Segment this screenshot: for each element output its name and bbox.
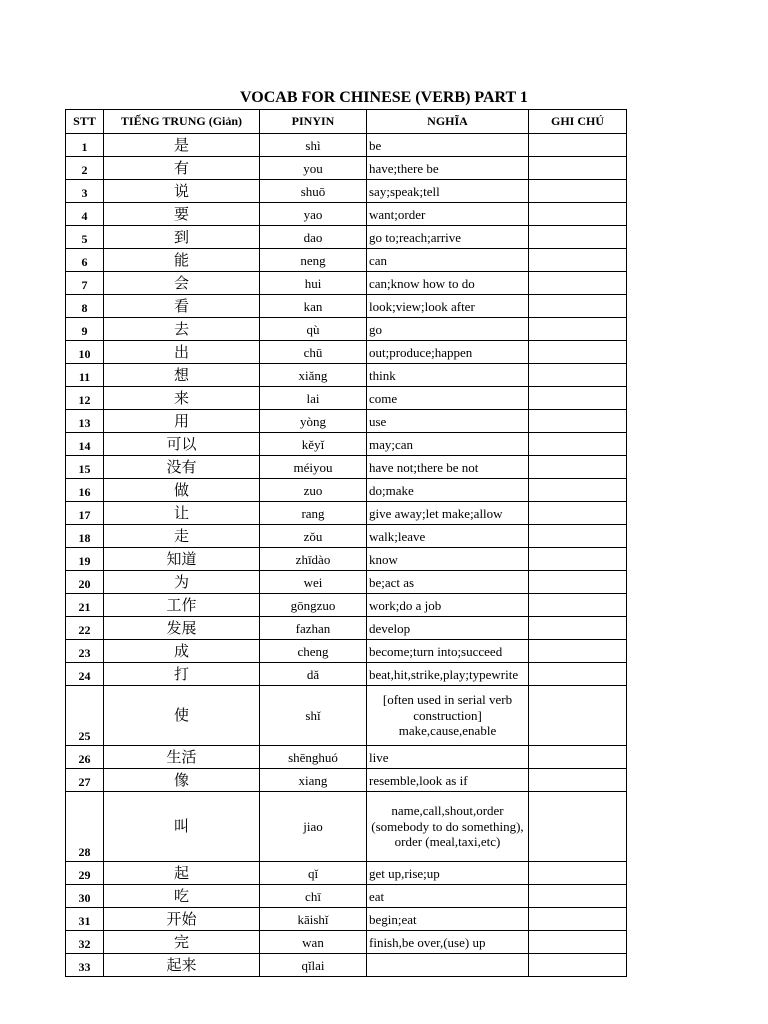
pinyin-cell: qù: [260, 318, 367, 341]
vocab-table: [65, 109, 627, 977]
pinyin-cell: gōngzuo: [260, 594, 367, 617]
chinese-word-cell: 成: [104, 640, 260, 663]
meaning-cell: give away;let make;allow: [367, 502, 529, 525]
row-number-cell: 18: [66, 525, 104, 548]
chinese-word-cell: 有: [104, 157, 260, 180]
meaning-cell: out;produce;happen: [367, 341, 529, 364]
chinese-word-cell: 去: [104, 318, 260, 341]
meaning-cell: think: [367, 364, 529, 387]
meaning-cell: have not;there be not: [367, 456, 529, 479]
note-cell: [529, 792, 627, 862]
chinese-word-cell: 为: [104, 571, 260, 594]
meaning-cell: walk;leave: [367, 525, 529, 548]
row-number-cell: 9: [66, 318, 104, 341]
pinyin-cell: xiang: [260, 769, 367, 792]
note-cell: [529, 571, 627, 594]
meaning-cell: begin;eat: [367, 908, 529, 931]
chinese-word-cell: 能: [104, 249, 260, 272]
chinese-word-cell: 生活: [104, 746, 260, 769]
table-row: [66, 617, 627, 640]
chinese-word-cell: 是: [104, 134, 260, 157]
note-cell: [529, 180, 627, 203]
row-number-cell: 14: [66, 433, 104, 456]
pinyin-cell: shì: [260, 134, 367, 157]
table-row: [66, 885, 627, 908]
note-cell: [529, 410, 627, 433]
table-row: [66, 954, 627, 977]
chinese-word-cell: 想: [104, 364, 260, 387]
table-row: [66, 180, 627, 203]
row-number-cell: 19: [66, 548, 104, 571]
meaning-cell: say;speak;tell: [367, 180, 529, 203]
note-cell: [529, 885, 627, 908]
pinyin-cell: kan: [260, 295, 367, 318]
chinese-word-cell: 说: [104, 180, 260, 203]
note-cell: [529, 387, 627, 410]
row-number-cell: 3: [66, 180, 104, 203]
table-body: [66, 134, 627, 977]
row-number-cell: 4: [66, 203, 104, 226]
chinese-word-cell: 来: [104, 387, 260, 410]
chinese-word-cell: 看: [104, 295, 260, 318]
table-row: [66, 203, 627, 226]
pinyin-cell: cheng: [260, 640, 367, 663]
pinyin-cell: wei: [260, 571, 367, 594]
table-row: [66, 249, 627, 272]
pinyin-cell: kěyǐ: [260, 433, 367, 456]
meaning-cell: [367, 954, 529, 977]
meaning-cell: be: [367, 134, 529, 157]
note-cell: [529, 663, 627, 686]
meaning-cell: look;view;look after: [367, 295, 529, 318]
chinese-word-cell: 吃: [104, 885, 260, 908]
row-number-cell: 33: [66, 954, 104, 977]
row-number-cell: 17: [66, 502, 104, 525]
chinese-word-cell: 让: [104, 502, 260, 525]
chinese-word-cell: 走: [104, 525, 260, 548]
note-cell: [529, 746, 627, 769]
table-row: [66, 456, 627, 479]
chinese-word-cell: 没有: [104, 456, 260, 479]
chinese-word-cell: 做: [104, 479, 260, 502]
pinyin-cell: zuo: [260, 479, 367, 502]
meaning-cell: want;order: [367, 203, 529, 226]
meaning-cell: may;can: [367, 433, 529, 456]
note-cell: [529, 525, 627, 548]
row-number-cell: 22: [66, 617, 104, 640]
pinyin-cell: xiǎng: [260, 364, 367, 387]
row-number-cell: 20: [66, 571, 104, 594]
note-cell: [529, 456, 627, 479]
pinyin-cell: dǎ: [260, 663, 367, 686]
pinyin-cell: zhīdào: [260, 548, 367, 571]
header-pinyin: PINYIN: [260, 110, 367, 134]
row-number-cell: 16: [66, 479, 104, 502]
pinyin-cell: fazhan: [260, 617, 367, 640]
meaning-cell: resemble,look as if: [367, 769, 529, 792]
row-number-cell: 30: [66, 885, 104, 908]
pinyin-cell: dao: [260, 226, 367, 249]
table-row: [66, 792, 627, 862]
table-row: [66, 571, 627, 594]
chinese-word-cell: 发展: [104, 617, 260, 640]
table-row: [66, 525, 627, 548]
chinese-word-cell: 可以: [104, 433, 260, 456]
note-cell: [529, 226, 627, 249]
row-number-cell: 24: [66, 663, 104, 686]
table-row: [66, 364, 627, 387]
row-number-cell: 27: [66, 769, 104, 792]
table-row: [66, 433, 627, 456]
table-row: [66, 502, 627, 525]
table-row: [66, 295, 627, 318]
row-number-cell: 25: [66, 686, 104, 746]
note-cell: [529, 479, 627, 502]
row-number-cell: 11: [66, 364, 104, 387]
pinyin-cell: shuō: [260, 180, 367, 203]
meaning-cell: go: [367, 318, 529, 341]
note-cell: [529, 769, 627, 792]
row-number-cell: 15: [66, 456, 104, 479]
meaning-cell: have;there be: [367, 157, 529, 180]
note-cell: [529, 203, 627, 226]
chinese-word-cell: 像: [104, 769, 260, 792]
page-title: VOCAB FOR CHINESE (VERB) PART 1: [240, 89, 528, 106]
pinyin-cell: lai: [260, 387, 367, 410]
row-number-cell: 31: [66, 908, 104, 931]
meaning-cell: name,call,shout,order (somebody to do something), order (meal,taxi,etc): [367, 792, 529, 862]
row-number-cell: 26: [66, 746, 104, 769]
pinyin-cell: zǒu: [260, 525, 367, 548]
table-row: [66, 908, 627, 931]
meaning-cell: live: [367, 746, 529, 769]
row-number-cell: 12: [66, 387, 104, 410]
pinyin-cell: kāishǐ: [260, 908, 367, 931]
pinyin-cell: shēnghuó: [260, 746, 367, 769]
pinyin-cell: qǐ: [260, 862, 367, 885]
chinese-word-cell: 要: [104, 203, 260, 226]
chinese-word-cell: 工作: [104, 594, 260, 617]
table-row: [66, 387, 627, 410]
pinyin-cell: hui: [260, 272, 367, 295]
table-row: [66, 226, 627, 249]
chinese-word-cell: 会: [104, 272, 260, 295]
table-row: [66, 594, 627, 617]
note-cell: [529, 640, 627, 663]
chinese-word-cell: 叫: [104, 792, 260, 862]
note-cell: [529, 318, 627, 341]
chinese-word-cell: 完: [104, 931, 260, 954]
chinese-word-cell: 起来: [104, 954, 260, 977]
meaning-cell: finish,be over,(use) up: [367, 931, 529, 954]
note-cell: [529, 433, 627, 456]
chinese-word-cell: 知道: [104, 548, 260, 571]
pinyin-cell: chū: [260, 341, 367, 364]
header-chinese: TIẾNG TRUNG (Giản): [104, 110, 260, 134]
meaning-cell: eat: [367, 885, 529, 908]
note-cell: [529, 686, 627, 746]
row-number-cell: 13: [66, 410, 104, 433]
table-row: [66, 410, 627, 433]
note-cell: [529, 341, 627, 364]
note-cell: [529, 295, 627, 318]
note-cell: [529, 954, 627, 977]
note-cell: [529, 502, 627, 525]
meaning-cell: use: [367, 410, 529, 433]
row-number-cell: 10: [66, 341, 104, 364]
table-row: [66, 272, 627, 295]
row-number-cell: 7: [66, 272, 104, 295]
chinese-word-cell: 起: [104, 862, 260, 885]
table-row: [66, 318, 627, 341]
row-number-cell: 1: [66, 134, 104, 157]
meaning-cell: go to;reach;arrive: [367, 226, 529, 249]
note-cell: [529, 594, 627, 617]
note-cell: [529, 862, 627, 885]
meaning-cell: [often used in serial verb construction] make,cause,enable: [367, 686, 529, 746]
row-number-cell: 28: [66, 792, 104, 862]
pinyin-cell: méiyou: [260, 456, 367, 479]
meaning-cell: know: [367, 548, 529, 571]
meaning-cell: work;do a job: [367, 594, 529, 617]
meaning-cell: can: [367, 249, 529, 272]
pinyin-cell: jiao: [260, 792, 367, 862]
note-cell: [529, 364, 627, 387]
note-cell: [529, 249, 627, 272]
meaning-cell: come: [367, 387, 529, 410]
table-row: [66, 479, 627, 502]
pinyin-cell: wan: [260, 931, 367, 954]
header-meaning: NGHĨA: [367, 110, 529, 134]
note-cell: [529, 931, 627, 954]
meaning-cell: develop: [367, 617, 529, 640]
chinese-word-cell: 开始: [104, 908, 260, 931]
table-row: [66, 134, 627, 157]
table-row: [66, 862, 627, 885]
chinese-word-cell: 打: [104, 663, 260, 686]
note-cell: [529, 157, 627, 180]
table-row: [66, 157, 627, 180]
row-number-cell: 5: [66, 226, 104, 249]
note-cell: [529, 617, 627, 640]
pinyin-cell: rang: [260, 502, 367, 525]
pinyin-cell: neng: [260, 249, 367, 272]
row-number-cell: 2: [66, 157, 104, 180]
chinese-word-cell: 到: [104, 226, 260, 249]
note-cell: [529, 272, 627, 295]
row-number-cell: 8: [66, 295, 104, 318]
meaning-cell: become;turn into;succeed: [367, 640, 529, 663]
table-row: [66, 769, 627, 792]
note-cell: [529, 548, 627, 571]
row-number-cell: 21: [66, 594, 104, 617]
pinyin-cell: shǐ: [260, 686, 367, 746]
row-number-cell: 32: [66, 931, 104, 954]
meaning-cell: can;know how to do: [367, 272, 529, 295]
meaning-cell: do;make: [367, 479, 529, 502]
table-row: [66, 548, 627, 571]
table-row: [66, 746, 627, 769]
pinyin-cell: qǐlai: [260, 954, 367, 977]
table-row: [66, 663, 627, 686]
row-number-cell: 23: [66, 640, 104, 663]
header-notes: GHI CHÚ: [529, 110, 627, 134]
meaning-cell: beat,hit,strike,play;typewrite: [367, 663, 529, 686]
pinyin-cell: yao: [260, 203, 367, 226]
note-cell: [529, 908, 627, 931]
pinyin-cell: you: [260, 157, 367, 180]
header-stt: STT: [66, 110, 104, 134]
table-row: [66, 931, 627, 954]
pinyin-cell: yòng: [260, 410, 367, 433]
chinese-word-cell: 使: [104, 686, 260, 746]
meaning-cell: get up,rise;up: [367, 862, 529, 885]
table-row: [66, 686, 627, 746]
chinese-word-cell: 出: [104, 341, 260, 364]
table-header-row: [66, 110, 627, 134]
chinese-word-cell: 用: [104, 410, 260, 433]
table-row: [66, 341, 627, 364]
row-number-cell: 29: [66, 862, 104, 885]
row-number-cell: 6: [66, 249, 104, 272]
note-cell: [529, 134, 627, 157]
pinyin-cell: chī: [260, 885, 367, 908]
meaning-cell: be;act as: [367, 571, 529, 594]
table-row: [66, 640, 627, 663]
